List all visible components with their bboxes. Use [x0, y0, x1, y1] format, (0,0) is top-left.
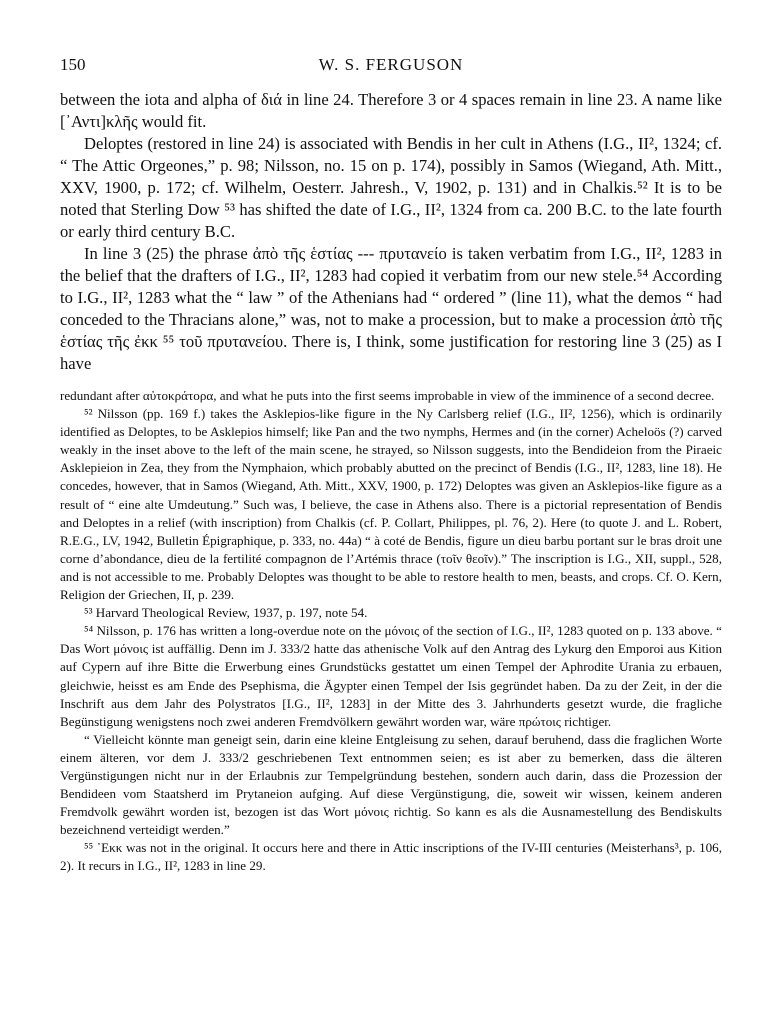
footnote-55: ⁵⁵ ᾽Εκκ was not in the original. It occurs here and there in Attic inscriptions of the IV-III centuries (Meisterhans³, p. 106, 2). It recurs in I.G., II², 1283 in line 29.: [60, 840, 722, 874]
running-title: W. S. FERGUSON: [318, 55, 464, 74]
footnote-continuation: redundant after αὐτοκράτορα, and what he puts into the first seems improbable in view of the imminence of a second decree.: [60, 388, 715, 403]
footnotes: [60, 387, 722, 876]
body-paragraph-2: Deloptes (restored in line 24) is associated with Bendis in her cult in Athens (I.G., II², 1324; cf. “ The Attic Orgeones,” p. 98; Nilsson, no. 15 on p. 174), possibly in Samos (Wiegand, Ath. Mitt., XXV, 1900, p. 172; cf. Wilhelm, Oesterr. Jahresh., V, 1902, p. 131) and in Chalkis.⁵² It is to be noted that Sterling Dow ⁵³ has shifted the date of I.G., II², 1324 from ca. 200 B.C. to the late fourth or early third century B.C.: [60, 134, 722, 241]
main-text: [60, 89, 722, 375]
body-paragraph-3: In line 3 (25) the phrase ἀπὸ τῆς ἑστίας --- πρυτανείο is taken verbatim from I.G., II², 1283 in the belief that the drafters of I.G., II², 1283 had copied it verbatim from our new stele.⁵⁴ According to I.G., II², 1283 what the “ law ” of the Athenians had “ ordered ” (line 11), what the demos “ had conceded to the Thracians alone,” was, not to make a procession, but to make a procession ἀπὸ τῆς ἑστίας τῆς ἐκκ ⁵⁵ τοῦ πρυτανείου. There is, I think, some justification for restoring line 3 (25) as I have: [60, 244, 722, 373]
page-header: [60, 55, 722, 89]
page: [60, 55, 722, 876]
body-paragraph-1: between the iota and alpha of διά in line 24. Therefore 3 or 4 spaces remain in line 23. A name like [᾽Αντι]κλῆς would fit.: [60, 90, 722, 131]
footnote-53: ⁵³ Harvard Theological Review, 1937, p. 197, note 54.: [84, 605, 368, 621]
footnote-54-quote: “ Vielleicht könnte man geneigt sein, darin eine kleine Entgleisung zu sehen, darauf beruhend, dass die fraglichen Worte einem älteren, vor dem J. 333/2 geschriebenen Text entnommen seien; es ist aber zu bemerken, dass die älteren Vergünstigungen nicht nur in der Erlaubnis zur Tempelgründung bestehen, sondern auch darin, dass die Prozession der Bendideen vom Staatsherd im Prytaneion aufging. Auf diese Vergünstigung, die, soweit wir wissen, keinem anderen Fremdvolk gewährt worden ist, bezogen ist das Wort μόνοις richtig. So kann es als die Ausnamestellung des Bendiskults bezeichnend verteidigt werden.”: [60, 731, 722, 838]
page-number: 150: [60, 55, 86, 74]
footnote-54: ⁵⁴ Nilsson, p. 176 has written a long-overdue note on the μόνοις of the section of I.G., II², 1283 quoted on p. 133 above. “ Das Wort μόνοις ist auffällig. Denn im J. 333/2 hatte das athenische Volk auf den Antrag des Lykurg den Emporoi aus Kition auf Cypern auf ihre Bitte die Erwerbung eines Grundstücks gestattet um einen Tempel der Aphrodite Urania zu erbauen, gleichwie, heisst es am Ende des Psephisma, die Ägypter einen Tempel der Isis gegründet haben. Da zu der Zeit, in der die Inschrift aus dem Jahr des Polystratos [I.G., II², 1283] in der Mitte des 3. Jahrhunderts gesetzt wurde, die fragliche Begünstigung wenigstens noch zwei anderen Fremdvölkern gewährt worden war, wäre πρώτοις richtiger.: [60, 623, 722, 729]
footnote-52: ⁵² Nilsson (pp. 169 f.) takes the Asklepios-like figure in the Ny Carlsberg relief (I.G., II², 1256), which is ordinarily identified as Deloptes, to be Asklepios himself; like Pan and the two nymphs, Hermes and (in the corner) Acheloös (?) carved weakly in the inset above to the left of the main scene, he strayed, so Nilsson suggests, into the Bendideion from the Piraeic Asklepieion in Zea, they from the Nymphaion, which probably abutted on the precinct of Bendis (I.G., II², 1283, line 18). He concedes, however, that in Samos (Wiegand, Ath. Mitt., XXV, 1900, p. 172) Deloptes was given an Asklepios-like figure as a result of “ eine alte Umdeutung.” Such was, I believe, the case in Athens also. There is a pictorial representation of Bendis and Deloptes in a relief (with inscription) from Chalkis (cf. P. Collart, Philippes, pl. 76, 2). Here (to quote J. and L. Robert, R.E.G., LV, 1942, Bulletin Épigraphique, p. 333, no. 44a) “ à coté de Bendis, figure un dieu barbu portant sur le bras droit une corne d’abondance, dieu de la fertilité compagnon de l’Artémis thrace (τοῖν θεοῖν).” The inscription is I.G., XII, suppl., 528, and is not accessible to me. Probably Deloptes was thought to be able to restore health to men, beasts, and crops. Cf. O. Kern, Religion der Griechen, II, p. 239.: [60, 406, 722, 603]
